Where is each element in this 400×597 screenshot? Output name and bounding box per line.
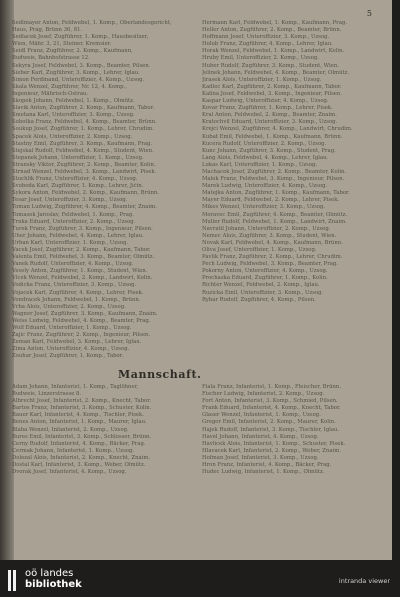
- entry-line: Lukas Karl, Unteroffizier, 1. Komp., Uzsog.: [202, 161, 318, 168]
- entry-line: Dvorak Josef, Infanterist, 4. Komp., Uzsog.: [12, 469, 127, 476]
- entry-line: Kratochvil Eduard, Unteroffizier, 3. Komp., Uzsog.: [202, 119, 338, 126]
- logo-line-1: oö landes: [25, 568, 74, 579]
- entry-line: Matejka Anton, Zugführer, 1. Komp., Kaufmann, Tabor.: [202, 190, 350, 197]
- entry-line: Benes Anton, Infanterist, 1. Komp., Maurer, Iglau.: [12, 419, 147, 426]
- entry-line: Svoboda Karl, Zugführer, 1. Komp., Lehrer, Jičin.: [12, 183, 144, 190]
- entry-line: Navratil Johann, Unteroffizier, 2. Komp., Uzsog.: [202, 225, 331, 232]
- entry-line: Vodicka Franz, Unteroffizier, 3. Komp., Uzsog.: [12, 282, 137, 289]
- entry-line: Sekyra Josef, Feldwebel, 3. Komp., Beamter, Pilsen.: [12, 62, 151, 69]
- entry-line: Krejci Wenzel, Zugführer, 4. Komp., Landwirt, Chrudim.: [202, 126, 353, 133]
- entry-line: Novak Karl, Feldwebel, 4. Komp., Kaufmann, Brünn.: [202, 239, 343, 246]
- entry-line: Vacek Josef, Zugführer, 2. Komp., Kaufmann, Tabor.: [12, 247, 151, 253]
- entry-line: Sobotka Franz, Feldwebel, 4. Komp., Beamter, Brünn.: [12, 119, 157, 126]
- entry-line: Pech Ludwig, Feldwebel, 3. Komp., Beamter, Prag.: [202, 261, 339, 268]
- entry-line: Rybar Rudolf, Zugführer, 4. Komp., Pilsen.: [202, 296, 316, 303]
- entry-line: Stepanek Johann, Unteroffizier, 1. Komp., Uzsog.: [12, 154, 144, 161]
- entry-line: Cermak Johann, Infanterist, 1. Komp., Uzsog.: [12, 447, 135, 454]
- entry-line: Zajic Franz, Zugführer, 2. Komp., Ingenieur, Pilsen.: [12, 332, 151, 339]
- entry-line: Slavik Anton, Zugführer, 2. Komp., Kaufmann, Tabor.: [12, 105, 155, 112]
- entry-line: Marek Ludwig, Unteroffizier, 4. Komp., Uzsog.: [202, 183, 328, 190]
- entry-line: Wagner Josef, Zugführer, 3. Komp., Kaufmann, Znaim.: [12, 310, 158, 317]
- entry-line: Nemec Alois, Zugführer, 3. Komp., Student, Wien.: [202, 232, 337, 239]
- entry-line: Pokorny Anton, Unteroffizier, 4. Komp., Uzsog.: [202, 268, 328, 275]
- entry-line: Ingenieur, Mährisch-Ostrau.: [12, 90, 89, 97]
- entry-line: Vondracek Johann, Feldwebel, 1. Komp., Brünn.: [12, 296, 141, 303]
- entry-line: Kucera Rudolf, Unteroffizier, 2. Komp., Uzsog.: [202, 140, 327, 147]
- entry-line: Uher Johann, Feldwebel, 4. Komp., Lehrer, Iglau.: [12, 232, 144, 239]
- entry-line: Soukup Josef, Zugführer, 1. Komp., Lehrer, Chrudim.: [12, 126, 154, 133]
- entry-line: Kovar Franz, Zugführer, 1. Komp., Lehrer, Pisek.: [202, 105, 333, 112]
- entry-line: Wien, Mähr. 3, 21, Steiner, Kremsier.: [12, 41, 112, 48]
- entry-line: Muller Rudolf, Feldwebel, 1. Komp., Landwirt, Znaim.: [202, 218, 347, 225]
- library-logo-icon: [8, 570, 20, 591]
- entry-line: Gregor Emil, Infanterist, 2. Komp., Maurer, Kolin.: [202, 419, 336, 426]
- section-heading: Mannschaft.: [118, 368, 202, 381]
- entry-line: Heller Anton, Zugführer, 2. Komp., Beamter, Brünn.: [202, 27, 342, 34]
- entry-line: Bures Emil, Infanterist, 3. Komp., Schlosser, Brünn.: [12, 433, 152, 440]
- entry-line: Hermann Karl, Feldwebel, 1. Komp., Kaufmann, Prag.: [202, 20, 347, 26]
- entry-line: Weiss Ludwig, Feldwebel, 4. Komp., Beamter, Prag.: [12, 317, 151, 324]
- entry-line: Kaspar Ludwig, Unteroffizier, 4. Komp., Uzsog.: [202, 98, 329, 105]
- entry-line: Hajek Rudolf, Infanterist, 3. Komp., Tischler, Iglau.: [202, 426, 340, 433]
- entry-line: Fischer Ludwig, Infanterist, 2. Komp., Uzsog.: [202, 391, 325, 398]
- entry-line: Stuchlik Franz, Unteroffizier, 4. Komp., Uzsog.: [12, 176, 138, 183]
- entry-line: Albrecht Josef, Infanterist, 2. Komp., Knecht, Tabor.: [12, 398, 151, 405]
- entry-line: Strnad Wenzel, Feldwebel, 3. Komp., Landwirt, Pisek.: [12, 168, 157, 175]
- entry-line: Glaser Wenzel, Infanterist, 1. Komp., Uzsog.: [202, 412, 321, 419]
- entry-line: Blaha Wenzel, Infanterist, 2. Komp., Uzsog.: [12, 426, 129, 433]
- library-logo[interactable]: [8, 568, 82, 591]
- page-number: 5: [366, 9, 372, 18]
- entry-line: Bauer Karl, Infanterist, 4. Komp., Tischler, Pisek.: [12, 412, 144, 419]
- entry-line: Kalina Josef, Feldwebel, 3. Komp., Ingenieur, Pilsen.: [202, 90, 343, 97]
- entry-line: Vrba Alois, Unteroffizier, 2. Komp., Uzsog.: [12, 303, 126, 310]
- entry-line: Kunc Johann, Zugführer, 3. Komp., Student, Prag.: [202, 147, 336, 154]
- right-lower-entries: [202, 384, 390, 476]
- entry-line: Turek Franz, Zugführer, 3. Komp., Ingenieur, Pilsen.: [12, 225, 153, 232]
- entry-line: Huber Rudolf, Zugführer, 3. Komp., Student, Wien.: [202, 62, 339, 69]
- entry-line: Jirasek Alois, Unteroffizier, 1. Komp., Uzsog.: [202, 76, 322, 83]
- entry-line: Budweis, Linzerstrasse 8.: [12, 391, 82, 398]
- entry-line: Kadlec Karl, Zugführer, 2. Komp., Kaufmann, Tabor.: [202, 83, 342, 90]
- entry-line: Sykora Anton, Feldwebel, 2. Komp., Kaufmann, Brünn.: [12, 190, 159, 197]
- entry-line: Fort Anton, Infanterist, 3. Komp., Schmied, Pilsen.: [202, 398, 338, 405]
- entry-line: Stejskal Rudolf, Feldwebel, 4. Komp., Student, Wien.: [12, 147, 154, 154]
- entry-line: Hron Franz, Infanterist, 4. Komp., Bäcker, Prag.: [202, 462, 332, 469]
- entry-line: Pavlik Franz, Zugführer, 2. Komp., Lehrer, Chrudim.: [202, 254, 343, 261]
- entry-line: Hlavacek Karl, Infanterist, 2. Komp., Weber, Znaim.: [202, 447, 341, 454]
- entry-line: Dolezal Alois, Infanterist, 2. Komp., Knecht, Znaim.: [12, 454, 151, 461]
- entry-line: Sieber Karl, Zugführer, 3. Komp., Lehrer, Iglau.: [12, 69, 140, 76]
- entry-line: Zeman Karl, Feldwebel, 3. Komp., Lehrer, Iglau.: [12, 339, 142, 346]
- entry-line: Moravec Emil, Zugführer, 4. Komp., Beamter, Olmütz.: [202, 211, 348, 218]
- entry-line: Budweis, Bahnhofstrasse 12.: [12, 55, 90, 62]
- entry-line: Trnka Eduard, Unteroffizier, 2. Komp., Uzsog.: [12, 218, 136, 225]
- entry-line: Jelinek Johann, Feldwebel, 4. Komp., Beamter, Olmütz.: [202, 69, 350, 76]
- entry-line: Valenta Emil, Feldwebel, 3. Komp., Beamter, Olmütz.: [12, 254, 155, 261]
- entry-line: Vanek Rudolf, Unteroffizier, 4. Komp., Uzsog.: [12, 261, 134, 268]
- entry-line: Vesely Anton, Zugführer, 1. Komp., Student, Wien.: [12, 268, 148, 275]
- entry-line: Seidl Franz, Zugführer, 2. Komp., Kaufmann,: [12, 48, 133, 55]
- entry-line: Sedlmayer Anton, Feldwebel, 1. Komp., Oberlandesgericht,: [12, 20, 172, 26]
- entry-line: Horak Wenzel, Feldwebel, 1. Komp., Landwirt, Kolin.: [202, 48, 345, 55]
- entry-line: Hofman Josef, Infanterist, 3. Komp., Uzsog.: [202, 454, 319, 461]
- entry-line: Hudec Ludwig, Infanterist, 1. Komp., Olmütz.: [202, 469, 325, 476]
- entry-line: Havel Johann, Infanterist, 4. Komp., Uzsog.: [202, 433, 319, 440]
- logo-line-2: bibliothek: [25, 579, 82, 590]
- entry-line: Cerny Rudolf, Infanterist, 4. Komp., Bäcker, Prag.: [12, 440, 146, 447]
- entry-line: Hoffmann Josef, Unteroffizier, 3. Komp., Uzsog.: [202, 34, 330, 41]
- entry-line: Tomasek Jaroslav, Feldwebel, 1. Komp., Prag.: [12, 211, 134, 218]
- entry-line: Machacek Josef, Zugführer, 2. Komp., Beamter, Kolin.: [202, 168, 347, 175]
- entry-line: Zouhar Josef, Zugführer, 1. Komp., Tabor.: [12, 353, 124, 360]
- entry-line: Stastny Emil, Zugführer, 3. Komp., Kaufmann, Prag.: [12, 140, 153, 147]
- entry-line: Tesar Josef, Unteroffizier, 3. Komp., Uzsog.: [12, 197, 128, 204]
- entry-line: Sedlacek Josef, Zugführer, 1. Komp., Hausbesitzer,: [12, 34, 149, 41]
- entry-line: Skopek Johann, Feldwebel, 1. Komp., Olmütz.: [12, 98, 135, 105]
- entry-line: Frank Eduard, Infanterist, 4. Komp., Knecht, Tabor.: [202, 405, 341, 412]
- entry-line: Skala Wenzel, Zugführer, Nr. 12, 4. Komp.,: [12, 83, 127, 90]
- entry-line: Holub Franz, Zugführer, 4. Komp., Lehrer, Iglau.: [202, 41, 333, 48]
- entry-line: Spacek Alois, Unteroffizier, 2. Komp., Uzsog.: [12, 133, 133, 140]
- entry-line: Mikes Wenzel, Unteroffizier, 3. Komp., Uzsog.: [202, 204, 326, 211]
- entry-line: Malek Franz, Feldwebel, 3. Komp., Ingenieur, Pilsen.: [202, 176, 345, 183]
- entry-line: Dostal Karl, Infanterist, 3. Komp., Weber, Olmütz.: [12, 462, 146, 469]
- entry-line: Vojacek Karl, Zugführer, 4. Komp., Lehrer, Pisek.: [12, 289, 144, 296]
- entry-line: Fiala Franz, Infanterist, 1. Komp., Fleischer, Brünn.: [202, 384, 342, 390]
- entry-line: Zima Anton, Unteroffizier, 4. Komp., Uzsog.: [12, 346, 130, 353]
- entry-line: Vlcek Wenzel, Feldwebel, 2. Komp., Landwirt, Kolin.: [12, 275, 153, 282]
- entry-line: Wolf Eduard, Unteroffizier, 1. Komp., Uzsog.: [12, 325, 132, 332]
- entry-line: Mayer Eduard, Feldwebel, 2. Komp., Lehrer, Pisek.: [202, 197, 340, 204]
- entry-line: Lang Alois, Feldwebel, 4. Komp., Lehrer, Iglau.: [202, 154, 329, 161]
- entry-line: Havlicek Alois, Infanterist, 1. Komp., Schuster, Pisek.: [202, 440, 346, 447]
- left-lower-entries: [12, 384, 200, 476]
- viewer-label: intranda viewer: [338, 577, 390, 585]
- entry-line: Kral Anton, Feldwebel, 2. Komp., Beamter, Znaim.: [202, 112, 337, 119]
- entry-line: Urban Karl, Unteroffizier, 1. Komp., Uzsog.: [12, 239, 129, 246]
- entry-line: Kubat Emil, Feldwebel, 1. Komp., Kaufmann, Brünn.: [202, 133, 343, 140]
- entry-line: Hruby Emil, Unteroffizier, 2. Komp., Uzsog.: [202, 55, 319, 62]
- entry-line: Simon Ferdinand, Unteroffizier, 4. Komp., Uzsog.: [12, 76, 145, 83]
- entry-line: Haus, Prag, Brünn 36, 81.: [12, 27, 83, 34]
- entry-line: Oliva Josef, Unteroffizier, 1. Komp., Uzsog.: [202, 247, 317, 253]
- entry-line: Richter Wenzel, Feldwebel, 2. Komp., Iglau.: [202, 282, 320, 289]
- entry-line: Prochazka Eduard, Zugführer, 1. Komp., Kolin.: [202, 275, 328, 282]
- entry-line: Smetana Karl, Unteroffizier, 3. Komp., Uzsog.: [12, 112, 135, 119]
- entry-line: Stransky Viktor, Zugführer, 2. Komp., Beamter, Kolin.: [12, 161, 156, 168]
- entry-line: Toman Ludwig, Zugführer, 4. Komp., Beamter, Znaim.: [12, 204, 157, 211]
- left-column-entries: [12, 20, 200, 361]
- right-column-entries: [202, 20, 390, 304]
- entry-line: Bartos Franz, Infanterist, 3. Komp., Schuster, Kolin.: [12, 405, 152, 412]
- entry-line: Adam Johann, Infanterist, 1. Komp., Taglöhner,: [12, 384, 139, 390]
- entry-line: Ruzicka Emil, Unteroffizier, 3. Komp., Uzsog.: [202, 289, 324, 296]
